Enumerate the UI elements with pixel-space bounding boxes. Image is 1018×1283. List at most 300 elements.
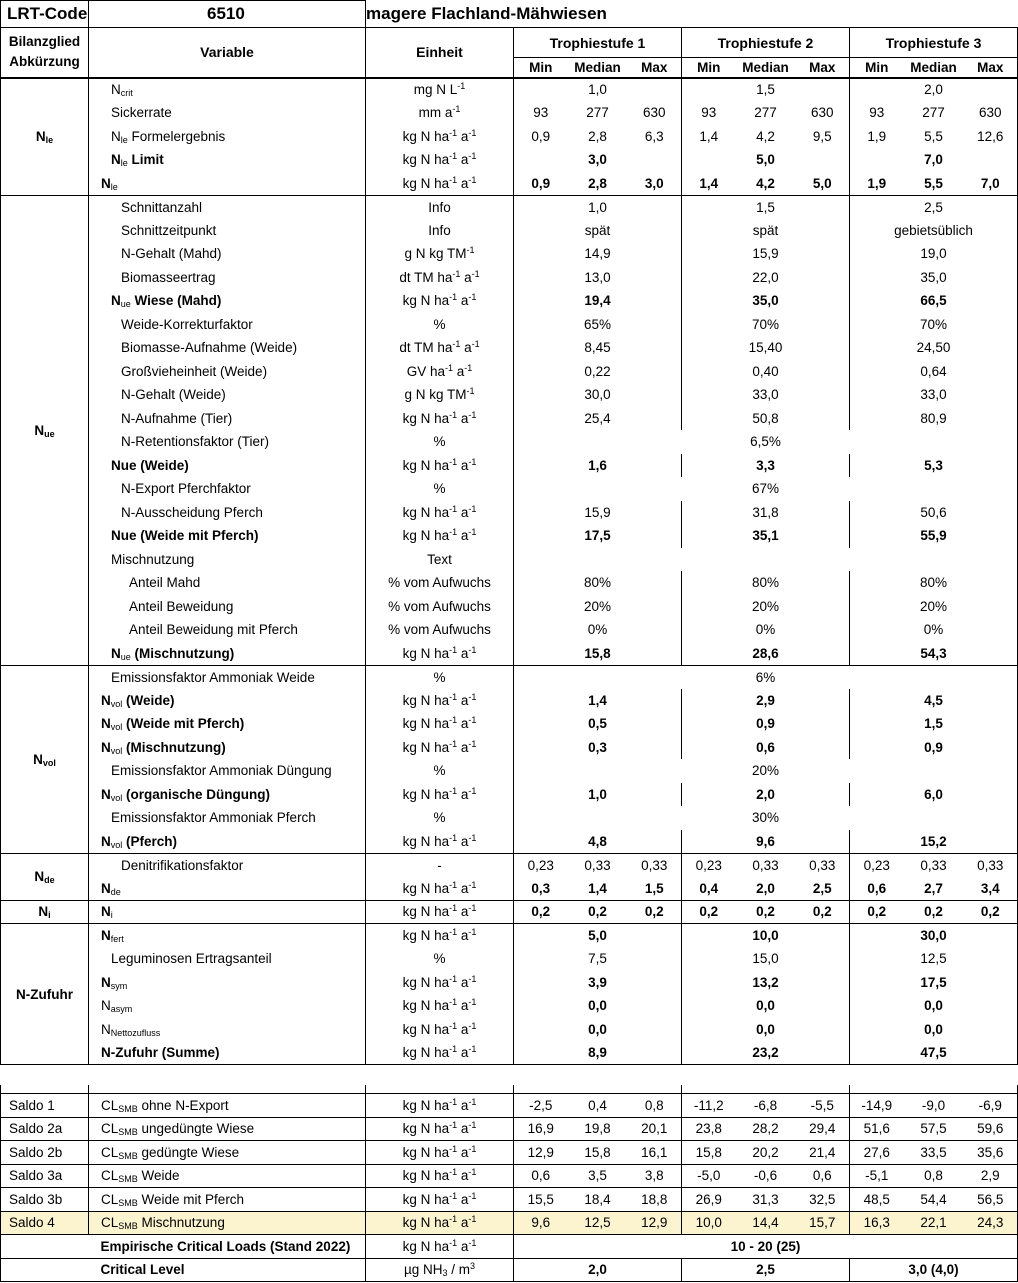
value: 630 — [810, 105, 834, 121]
value-cell — [796, 1164, 850, 1188]
superscript: -1 — [449, 879, 458, 890]
var: Biomasse-Aufnahme (Weide) — [121, 340, 298, 356]
subscript: vol — [110, 745, 123, 756]
var: N-Export Pferchfaktor — [121, 481, 251, 497]
value: 5,5 — [924, 175, 943, 191]
value: 20,2 — [752, 1144, 779, 1160]
value-cell — [904, 1117, 964, 1141]
value-cell — [850, 501, 1018, 525]
value-cell — [568, 1094, 628, 1118]
value: 1,4 — [699, 175, 719, 191]
superscript: -1 — [457, 81, 466, 92]
value: 2,0 — [924, 82, 943, 98]
var: Großvieheinheit (Weide) — [121, 363, 268, 379]
subscript: de — [44, 875, 55, 885]
ts2-header — [682, 28, 850, 58]
unit-cell — [366, 430, 514, 454]
empty-cell — [850, 1085, 1018, 1094]
empty-cell — [1, 1258, 89, 1282]
value: 15,8 — [584, 1144, 611, 1160]
value: 2,9 — [980, 1168, 1000, 1184]
value: 35,6 — [977, 1144, 1004, 1160]
value: 0,5 — [588, 716, 607, 732]
unit-text: kg N ha — [402, 1045, 450, 1060]
variable-cell — [89, 548, 366, 572]
var: Nue (Weide mit Pferch) — [111, 528, 259, 544]
value-cell — [850, 360, 1018, 384]
value-cell — [514, 712, 682, 736]
unit-text: kg N ha — [402, 998, 450, 1014]
superscript: -1 — [468, 997, 477, 1008]
value-cell — [514, 783, 682, 807]
median-label: Median — [910, 59, 957, 75]
value-cell — [514, 242, 682, 266]
table-row — [1, 1211, 1018, 1235]
value-cell — [964, 1117, 1018, 1141]
unit-cell — [366, 947, 514, 971]
value: 50,6 — [920, 504, 947, 520]
value: 0,0 — [756, 1021, 775, 1037]
var: Schnittzeitpunkt — [121, 222, 217, 238]
max-label: Max — [977, 59, 1004, 75]
value: 15,8 — [695, 1144, 722, 1160]
value: 9,5 — [812, 128, 832, 144]
value: 23,2 — [752, 1045, 779, 1060]
unit-text: % — [433, 481, 446, 497]
value: 1,5 — [756, 82, 775, 98]
table-row — [1, 1018, 1018, 1042]
variable-cell — [89, 477, 366, 501]
subscript: vol — [110, 698, 123, 709]
value-cell — [736, 1211, 796, 1235]
saldo-name-cell — [1, 1117, 89, 1141]
value: 2,0 — [756, 786, 775, 802]
value-cell — [682, 289, 850, 313]
superscript: -1 — [468, 1214, 477, 1225]
value: -6,9 — [978, 1097, 1002, 1113]
value-cell — [514, 924, 682, 948]
saldo-name: Saldo 2a — [9, 1121, 63, 1137]
value: 7,0 — [980, 175, 1000, 191]
value: 56,5 — [977, 1191, 1004, 1207]
value-cell — [796, 1117, 850, 1141]
unit-text: GV ha — [406, 363, 445, 379]
value-cell — [514, 830, 682, 854]
unit-text: a — [457, 928, 469, 943]
unit-cell — [366, 548, 514, 572]
unit-cell — [366, 1211, 514, 1235]
var-n: N — [101, 692, 111, 708]
unit-cell — [366, 783, 514, 807]
saldo-desc: Mischnutzung — [137, 1215, 225, 1231]
value: 16,1 — [641, 1144, 668, 1160]
superscript: -1 — [449, 973, 458, 984]
group-n: N — [34, 422, 45, 438]
empty-cell — [1, 1235, 89, 1259]
value-cell — [736, 1141, 796, 1165]
value-cell — [682, 242, 850, 266]
table-row — [1, 595, 1018, 619]
value-cell — [514, 853, 568, 877]
value-cell — [850, 289, 1018, 313]
value: 17,5 — [584, 528, 611, 544]
value-cell — [850, 571, 1018, 595]
superscript: -1 — [449, 832, 458, 843]
value-cell — [682, 900, 736, 924]
value: 0,2 — [588, 904, 607, 920]
value: 0,2 — [756, 904, 775, 920]
value-cell — [514, 689, 682, 713]
value: 0,2 — [924, 904, 943, 920]
unit-text: kg N ha — [402, 1238, 450, 1254]
value-cell — [736, 1094, 796, 1118]
subscript: i — [48, 910, 51, 921]
subscript: i — [110, 910, 113, 921]
value-cell — [514, 1188, 568, 1212]
value: 3,5 — [588, 1168, 607, 1184]
value-cell — [850, 125, 904, 149]
value: 1,4 — [699, 128, 719, 144]
value: 0,8 — [924, 1168, 943, 1184]
variable-cell — [89, 407, 366, 431]
unit-text: kg N ha — [402, 786, 450, 802]
cl-text: CL — [101, 1215, 119, 1231]
value-cell — [850, 689, 1018, 713]
value-cell — [514, 1258, 682, 1282]
superscript: -1 — [449, 1020, 458, 1031]
value-cell — [514, 736, 682, 760]
saldo-name: Saldo 3b — [9, 1191, 63, 1207]
unit-text: kg N ha — [402, 904, 450, 920]
value: 8,45 — [584, 340, 611, 356]
value: 3,8 — [644, 1168, 664, 1184]
variable-cell — [89, 877, 366, 901]
unit-text: g N kg TM — [404, 387, 467, 403]
superscript: -1 — [449, 997, 458, 1008]
min-label: Min — [697, 59, 721, 75]
value-cell — [568, 172, 628, 196]
var: Emissionsfaktor Ammoniak Düngung — [111, 763, 332, 779]
value-cell — [682, 336, 850, 360]
value: 1,9 — [867, 128, 887, 144]
ts1-header — [514, 28, 682, 58]
col-min-header — [682, 58, 736, 78]
value: spät — [584, 222, 611, 238]
value: 28,6 — [752, 645, 779, 661]
value-cell — [682, 1018, 850, 1042]
table-row — [1, 689, 1018, 713]
value: 1,9 — [867, 175, 887, 191]
value-cell — [628, 877, 682, 901]
ts2-title: Trophiestufe 2 — [717, 34, 814, 51]
value-cell — [964, 1094, 1018, 1118]
value-cell — [514, 618, 682, 642]
variable-title: Variable — [200, 44, 254, 61]
superscript: -1 — [468, 456, 477, 467]
unit-text: a — [457, 692, 469, 708]
unit-cell — [366, 101, 514, 125]
unit-text: % vom Aufwuchs — [388, 575, 491, 591]
unit-cell — [366, 1117, 514, 1141]
unit-cell — [366, 642, 514, 666]
value-cell — [904, 1141, 964, 1165]
cl-text: CL — [101, 1097, 119, 1113]
value: 0,9 — [531, 128, 551, 144]
superscript: -1 — [449, 1190, 458, 1201]
value: 0% — [923, 622, 944, 638]
saldo-desc-cell — [89, 1164, 366, 1188]
value: 2,8 — [588, 175, 607, 191]
value-cell — [682, 1094, 736, 1118]
value: 93 — [533, 105, 549, 121]
subscript: ue — [44, 428, 55, 439]
value: 32,5 — [809, 1191, 836, 1207]
table-row — [1, 148, 1018, 172]
var: N-Ausscheidung Pferch — [121, 504, 263, 520]
value: 54,3 — [920, 645, 947, 661]
value-cell — [850, 101, 904, 125]
lrt-label: LRT-Code — [7, 4, 88, 23]
value-cell — [964, 125, 1018, 149]
value: 93 — [869, 105, 885, 121]
empty-cell — [366, 1085, 514, 1094]
value: 0,33 — [920, 857, 947, 873]
unit-text: a — [457, 1215, 469, 1231]
unit-text: kg N ha — [402, 128, 450, 144]
saldo-desc: Weide mit Pferch — [137, 1191, 245, 1207]
subscript: ue — [120, 651, 131, 662]
col-median-header — [568, 58, 628, 78]
unit-text: kg N ha — [402, 528, 450, 544]
unit-cell — [366, 1164, 514, 1188]
unit-text: a — [460, 340, 472, 356]
table-row — [1, 1065, 1018, 1085]
value-cell — [514, 383, 682, 407]
value-cell — [514, 266, 682, 290]
superscript: -1 — [468, 1096, 477, 1107]
unit-text: µg NH — [403, 1262, 443, 1278]
value: 47,5 — [920, 1045, 947, 1060]
superscript: -1 — [449, 1237, 458, 1248]
table-row — [1, 877, 1018, 901]
unit-text: a — [457, 904, 469, 920]
var-rest: (organische Düngung) — [122, 786, 271, 802]
value: 20% — [751, 598, 780, 614]
table-row — [1, 1258, 1018, 1282]
value: 0,2 — [644, 904, 664, 920]
table-row — [1, 383, 1018, 407]
unit-cell — [366, 1041, 514, 1065]
value-cell — [850, 148, 1018, 172]
superscript: -1 — [449, 174, 458, 185]
value-cell — [850, 454, 1018, 478]
unit-text: % — [433, 669, 446, 685]
empty-cell — [682, 1085, 850, 1094]
value-cell — [682, 195, 850, 219]
empty-cell — [514, 548, 1018, 572]
variable-cell — [89, 195, 366, 219]
value-cell — [850, 1041, 1018, 1065]
value: 16,9 — [527, 1121, 554, 1137]
value: 18,8 — [641, 1191, 668, 1207]
value-cell — [736, 125, 796, 149]
superscript: -1 — [452, 104, 461, 115]
value: 1,5 — [924, 716, 943, 732]
superscript: -1 — [449, 1096, 458, 1107]
superscript: -1 — [449, 527, 458, 538]
saldo-desc-cell — [89, 1211, 366, 1235]
cl-text: CL — [101, 1121, 119, 1137]
var-n: N — [101, 904, 111, 920]
var: Anteil Mahd — [129, 575, 201, 591]
saldo-name-cell — [1, 1188, 89, 1212]
cl-text: CL — [101, 1168, 119, 1184]
value-cell — [568, 1211, 628, 1235]
superscript: -1 — [449, 503, 458, 514]
value-cell — [514, 313, 682, 337]
unit-text: a — [457, 504, 469, 520]
value: 277 — [922, 105, 945, 121]
unit-text: dt TM ha — [399, 340, 453, 356]
variable-cell — [89, 313, 366, 337]
value-cell — [904, 877, 964, 901]
value-cell — [628, 900, 682, 924]
var-n: N — [101, 928, 111, 943]
value: 0,6 — [531, 1168, 551, 1184]
value-cell — [628, 853, 682, 877]
value-cell — [850, 242, 1018, 266]
value: 20% — [583, 598, 612, 614]
value: 5,0 — [756, 152, 775, 168]
value: 2,0 — [588, 1262, 607, 1278]
value: 0,6 — [812, 1168, 832, 1184]
value: 13,0 — [584, 269, 611, 285]
unit-cell — [366, 501, 514, 525]
value-cell — [514, 1141, 568, 1165]
unit-cell — [366, 524, 514, 548]
unit-text: % — [433, 434, 446, 450]
value-cell — [514, 501, 682, 525]
value: 630 — [642, 105, 666, 121]
superscript: -1 — [468, 151, 477, 162]
ts3-header — [850, 28, 1018, 58]
table-row — [1, 524, 1018, 548]
subscript: vol — [42, 757, 56, 768]
value: 14,9 — [584, 246, 611, 262]
unit-text: kg N ha — [402, 410, 450, 426]
superscript: -1 — [468, 409, 477, 420]
value-cell — [682, 78, 850, 102]
value: 35,0 — [920, 269, 947, 285]
value: 65% — [583, 316, 612, 332]
value-cell — [514, 1117, 568, 1141]
value-cell — [514, 806, 1018, 830]
value-cell — [850, 336, 1018, 360]
saldo-name-cell — [1, 1164, 89, 1188]
value: 25,4 — [584, 410, 611, 426]
value: 35,1 — [752, 528, 779, 544]
unit-text: Info — [428, 222, 451, 238]
value-cell — [964, 172, 1018, 196]
var-n: N — [101, 880, 111, 896]
value: 0,4 — [699, 880, 719, 896]
unit-cell — [366, 289, 514, 313]
value: 24,3 — [977, 1215, 1004, 1231]
value: 93 — [701, 105, 717, 121]
table-row — [1, 783, 1018, 807]
unit-text: g N kg TM — [404, 246, 467, 262]
value: 51,6 — [863, 1121, 890, 1137]
value-cell — [796, 900, 850, 924]
value: 1,0 — [588, 786, 607, 802]
table-row — [1, 1117, 1018, 1141]
variable-cell — [89, 266, 366, 290]
value: 35,0 — [752, 293, 779, 309]
superscript: -1 — [449, 292, 458, 303]
value: 7,5 — [588, 951, 607, 967]
variable-cell — [89, 783, 366, 807]
value: 54,4 — [920, 1191, 947, 1207]
variable-cell — [89, 383, 366, 407]
unit-text: kg N ha — [402, 1097, 450, 1113]
value-cell — [850, 924, 1018, 948]
superscript: -1 — [468, 1020, 477, 1031]
value: 6% — [755, 669, 776, 685]
unit-cell — [366, 853, 514, 877]
unit-text: kg N ha — [402, 974, 450, 990]
superscript: -1 — [449, 1044, 458, 1054]
value: 2,5 — [924, 199, 943, 215]
value-cell — [850, 407, 1018, 431]
value: 6,0 — [924, 786, 943, 802]
value-cell — [514, 477, 1018, 501]
group-label — [1, 853, 89, 900]
table-row — [1, 994, 1018, 1018]
value-cell — [514, 336, 682, 360]
value: -2,5 — [529, 1097, 553, 1113]
value: 16,3 — [863, 1215, 890, 1231]
value: 23,8 — [695, 1121, 722, 1137]
table-row — [1, 313, 1018, 337]
variable-cell — [89, 125, 366, 149]
value: 0,22 — [584, 363, 611, 379]
variable-cell — [89, 924, 366, 948]
variable-cell — [89, 736, 366, 760]
group-text: N-Zufuhr — [16, 986, 73, 1002]
table-row — [1, 971, 1018, 995]
unit-cell — [366, 806, 514, 830]
value: 12,6 — [977, 128, 1004, 144]
value-cell — [850, 595, 1018, 619]
var-rest: (Mischnutzung) — [130, 645, 235, 661]
value: 4,8 — [588, 833, 607, 849]
table-row — [1, 806, 1018, 830]
value: 6,3 — [644, 128, 664, 144]
col-min-header — [850, 58, 904, 78]
value: -5,1 — [865, 1168, 889, 1184]
superscript: -1 — [468, 903, 477, 914]
value: 0,9 — [924, 739, 943, 755]
unit-cell — [366, 383, 514, 407]
value: 0,64 — [920, 363, 947, 379]
header-row — [1, 28, 1018, 58]
superscript: -1 — [468, 785, 477, 796]
var: Schnittanzahl — [121, 199, 203, 215]
col-max-header — [796, 58, 850, 78]
value-cell — [682, 172, 736, 196]
var-rest: (Pferch) — [122, 833, 178, 849]
subscript: fert — [110, 934, 124, 944]
